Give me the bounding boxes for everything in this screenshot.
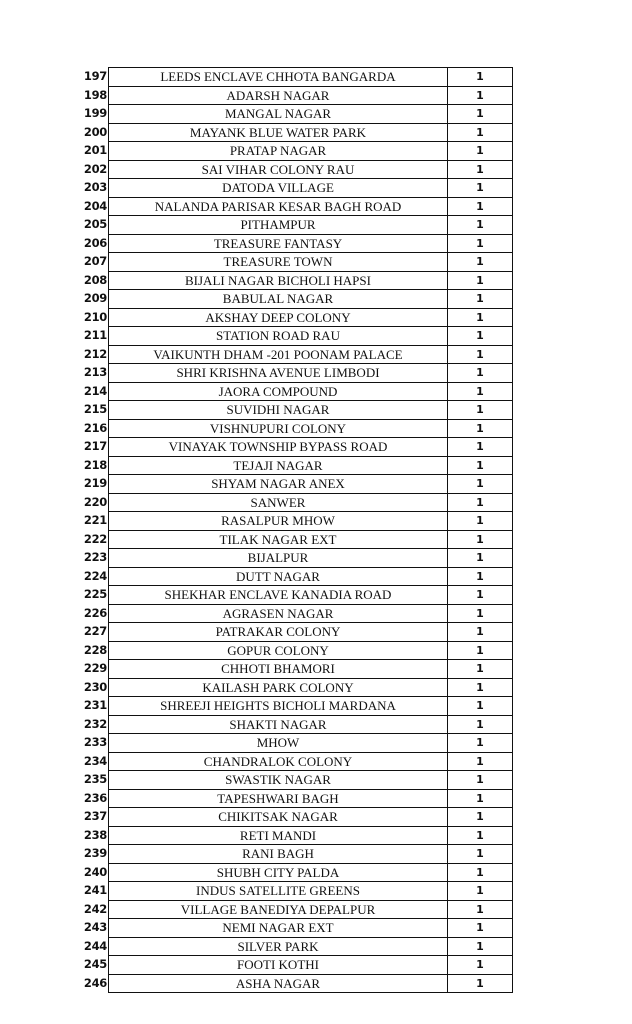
row-number: 227 [83,624,107,639]
table-row [76,530,513,549]
table-row [76,623,513,642]
locality-count: 1 [448,456,513,475]
locality-count: 1 [448,530,513,549]
locality-count: 1 [448,678,513,697]
table-row [76,660,513,679]
locality-count: 1 [448,234,513,253]
locality-name: MAYANK BLUE WATER PARK [109,123,448,142]
locality-count: 1 [448,660,513,679]
row-number: 213 [83,365,107,380]
row-number: 232 [83,716,107,731]
table-row [76,419,513,438]
table-row [76,771,513,790]
table-row [76,86,513,105]
locality-name: INDUS SATELLITE GREENS [109,882,448,901]
locality-count: 1 [448,845,513,864]
locality-name: VINAYAK TOWNSHIP BYPASS ROAD [109,438,448,457]
locality-name: AGRASEN NAGAR [109,604,448,623]
row-number: 197 [83,69,107,84]
locality-count: 1 [448,364,513,383]
row-number: 223 [83,550,107,565]
locality-count: 1 [448,937,513,956]
row-number: 230 [83,679,107,694]
row-number: 219 [83,476,107,491]
locality-name: RASALPUR MHOW [109,512,448,531]
row-number: 246 [83,975,107,990]
locality-count: 1 [448,956,513,975]
row-number: 214 [83,383,107,398]
locality-name: DUTT NAGAR [109,567,448,586]
locality-count: 1 [448,438,513,457]
locality-table [76,67,513,993]
table-row [76,900,513,919]
locality-count: 1 [448,68,513,87]
locality-count: 1 [448,604,513,623]
table-row [76,290,513,309]
table-row [76,179,513,198]
row-number: 221 [83,513,107,528]
row-number: 243 [83,920,107,935]
row-number: 240 [83,864,107,879]
locality-name: SHUBH CITY PALDA [109,863,448,882]
row-number: 241 [83,883,107,898]
table-row [76,345,513,364]
locality-count: 1 [448,734,513,753]
locality-name: VILLAGE BANEDIYA DEPALPUR [109,900,448,919]
table-row [76,512,513,531]
row-number: 217 [83,439,107,454]
locality-name: CHANDRALOK COLONY [109,752,448,771]
locality-name: LEEDS ENCLAVE CHHOTA BANGARDA [109,68,448,87]
row-number: 222 [83,531,107,546]
row-number: 238 [83,827,107,842]
locality-count: 1 [448,271,513,290]
locality-count: 1 [448,345,513,364]
table-row [76,234,513,253]
row-number: 203 [83,180,107,195]
locality-name: BABULAL NAGAR [109,290,448,309]
locality-name: GOPUR COLONY [109,641,448,660]
table-row [76,197,513,216]
table-row [76,863,513,882]
table-row [76,789,513,808]
row-number: 245 [83,957,107,972]
row-number: 228 [83,642,107,657]
locality-name: TREASURE FANTASY [109,234,448,253]
table-row [76,974,513,993]
locality-table-body [76,68,513,993]
table-row [76,937,513,956]
locality-name: SHYAM NAGAR ANEX [109,475,448,494]
locality-name: NEMI NAGAR EXT [109,919,448,938]
table-row [76,919,513,938]
table-row [76,678,513,697]
table-row [76,160,513,179]
table-row [76,697,513,716]
locality-count: 1 [448,826,513,845]
table-row [76,475,513,494]
locality-count: 1 [448,641,513,660]
row-number: 209 [83,291,107,306]
locality-name: SWASTIK NAGAR [109,771,448,790]
row-number: 215 [83,402,107,417]
locality-name: JAORA COMPOUND [109,382,448,401]
table-row [76,549,513,568]
locality-name: PRATAP NAGAR [109,142,448,161]
locality-name: BIJALI NAGAR BICHOLI HAPSI [109,271,448,290]
row-number: 225 [83,587,107,602]
table-row [76,142,513,161]
table-row [76,734,513,753]
locality-name: PATRAKAR COLONY [109,623,448,642]
table-row [76,382,513,401]
locality-count: 1 [448,290,513,309]
locality-name: CHHOTI BHAMORI [109,660,448,679]
row-number: 212 [83,346,107,361]
row-number: 229 [83,661,107,676]
locality-name: TAPESHWARI BAGH [109,789,448,808]
locality-name: TILAK NAGAR EXT [109,530,448,549]
locality-name: MANGAL NAGAR [109,105,448,124]
table-row [76,401,513,420]
locality-count: 1 [448,882,513,901]
locality-name: TREASURE TOWN [109,253,448,272]
locality-count: 1 [448,789,513,808]
row-number: 224 [83,568,107,583]
row-number: 205 [83,217,107,232]
locality-count: 1 [448,86,513,105]
row-number: 199 [83,106,107,121]
table-row [76,123,513,142]
row-number: 210 [83,309,107,324]
table-row [76,752,513,771]
locality-count: 1 [448,900,513,919]
locality-count: 1 [448,567,513,586]
table-row [76,271,513,290]
locality-count: 1 [448,715,513,734]
table-row [76,715,513,734]
locality-name: ASHA NAGAR [109,974,448,993]
row-number: 231 [83,698,107,713]
row-number: 201 [83,143,107,158]
row-number: 200 [83,124,107,139]
table-row [76,327,513,346]
row-number: 233 [83,735,107,750]
locality-count: 1 [448,919,513,938]
table-row [76,68,513,87]
row-number: 236 [83,790,107,805]
locality-count: 1 [448,493,513,512]
locality-name: SANWER [109,493,448,512]
locality-count: 1 [448,382,513,401]
locality-name: RETI MANDI [109,826,448,845]
locality-name: DATODA VILLAGE [109,179,448,198]
locality-name: SUVIDHI NAGAR [109,401,448,420]
row-number: 198 [83,87,107,102]
locality-name: AKSHAY DEEP COLONY [109,308,448,327]
locality-name: VAIKUNTH DHAM -201 POONAM PALACE [109,345,448,364]
locality-name: FOOTI KOTHI [109,956,448,975]
row-number: 204 [83,198,107,213]
table-row [76,826,513,845]
table-row [76,808,513,827]
table-row [76,493,513,512]
row-number: 226 [83,605,107,620]
table-row [76,845,513,864]
locality-count: 1 [448,419,513,438]
locality-count: 1 [448,623,513,642]
row-number: 220 [83,494,107,509]
locality-count: 1 [448,142,513,161]
row-number: 234 [83,753,107,768]
row-number: 242 [83,901,107,916]
row-number: 218 [83,457,107,472]
locality-count: 1 [448,512,513,531]
locality-table-sheet [76,67,513,993]
table-row [76,253,513,272]
row-number: 206 [83,235,107,250]
row-number: 216 [83,420,107,435]
locality-name: CHIKITSAK NAGAR [109,808,448,827]
locality-count: 1 [448,549,513,568]
row-number: 202 [83,161,107,176]
locality-name: SHREEJI HEIGHTS BICHOLI MARDANA [109,697,448,716]
row-number: 211 [83,328,107,343]
table-row [76,308,513,327]
locality-count: 1 [448,197,513,216]
locality-count: 1 [448,863,513,882]
locality-count: 1 [448,123,513,142]
table-row [76,641,513,660]
locality-count: 1 [448,771,513,790]
table-row [76,438,513,457]
locality-count: 1 [448,475,513,494]
table-row [76,456,513,475]
locality-name: SHEKHAR ENCLAVE KANADIA ROAD [109,586,448,605]
table-row [76,567,513,586]
locality-name: SHRI KRISHNA AVENUE LIMBODI [109,364,448,383]
locality-count: 1 [448,974,513,993]
row-number: 235 [83,772,107,787]
locality-name: PITHAMPUR [109,216,448,235]
table-row [76,882,513,901]
table-row [76,105,513,124]
locality-name: SHAKTI NAGAR [109,715,448,734]
locality-name: STATION ROAD RAU [109,327,448,346]
row-number: 237 [83,809,107,824]
locality-name: BIJALPUR [109,549,448,568]
locality-count: 1 [448,752,513,771]
locality-count: 1 [448,253,513,272]
locality-count: 1 [448,808,513,827]
row-number: 244 [83,938,107,953]
locality-count: 1 [448,160,513,179]
locality-count: 1 [448,327,513,346]
locality-name: MHOW [109,734,448,753]
table-row [76,956,513,975]
locality-count: 1 [448,586,513,605]
table-row [76,604,513,623]
row-number: 239 [83,846,107,861]
locality-name: NALANDA PARISAR KESAR BAGH ROAD [109,197,448,216]
row-number: 207 [83,254,107,269]
locality-name: TEJAJI NAGAR [109,456,448,475]
locality-count: 1 [448,308,513,327]
locality-name: VISHNUPURI COLONY [109,419,448,438]
locality-name: KAILASH PARK COLONY [109,678,448,697]
table-row [76,586,513,605]
locality-name: SILVER PARK [109,937,448,956]
locality-count: 1 [448,401,513,420]
locality-name: SAI VIHAR COLONY RAU [109,160,448,179]
locality-name: ADARSH NAGAR [109,86,448,105]
locality-count: 1 [448,179,513,198]
row-number: 208 [83,272,107,287]
locality-count: 1 [448,216,513,235]
locality-count: 1 [448,697,513,716]
locality-count: 1 [448,105,513,124]
table-row [76,216,513,235]
locality-name: RANI BAGH [109,845,448,864]
table-row [76,364,513,383]
